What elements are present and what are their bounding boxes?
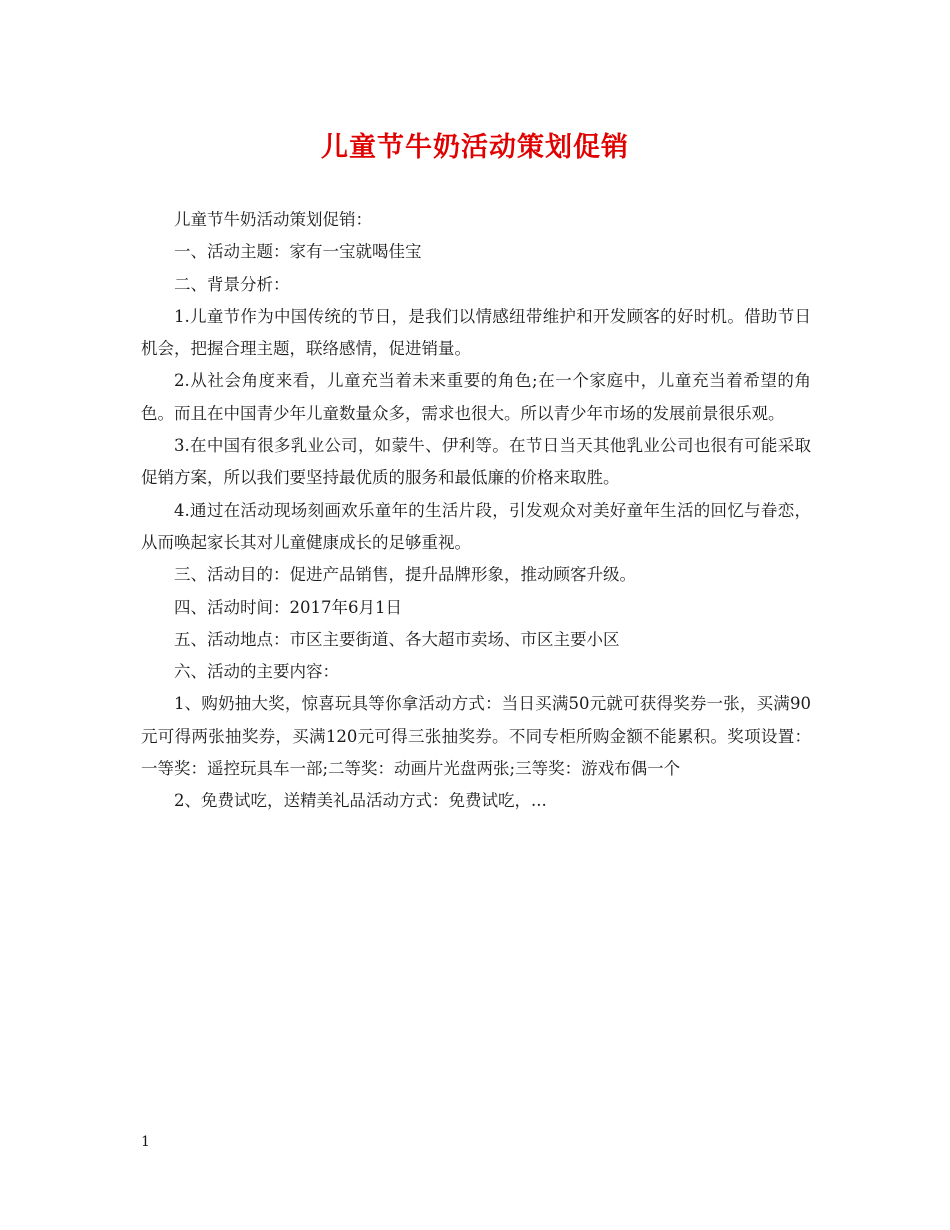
paragraph-background-4: 4.通过在活动现场刻画欢乐童年的生活片段，引发观众对美好童年生活的回忆与眷恋，从而唤起家长其对儿童健康成长的足够重视。 [141,500,811,552]
paragraph-purpose: 三、活动目的：促进产品销售，提升品牌形象，推动顾客升级。 [174,565,636,585]
paragraph-time: 四、活动时间：2017年6月1日 [174,597,402,617]
paragraph-content-heading: 六、活动的主要内容： [174,662,339,682]
paragraph-content-1: 1、购奶抽大奖，惊喜玩具等你拿活动方式：当日买满50元就可获得奖券一张，买满90元可得两张抽奖券，买满120元可得三张抽奖券。不同专柜所购金额不能累积。奖项设置：一等奖：遥控玩具车一部;二等奖：动画片光盘两张;三等奖：游戏布偶一个 [141,694,811,779]
paragraph-location: 五、活动地点：市区主要街道、各大超市卖场、市区主要小区 [174,629,620,649]
paragraph-background-3: 3.在中国有很多乳业公司，如蒙牛、伊利等。在节日当天其他乳业公司也很有可能采取促销方案，所以我们要坚持最优质的服务和最低廉的价格来取胜。 [141,436,811,488]
paragraph-intro: 儿童节牛奶活动策划促销： [174,210,372,229]
paragraph-content-2: 2、免费试吃，送精美礼品活动方式：免费试吃，... [174,791,547,811]
paragraph-background-1: 1.儿童节作为中国传统的节日，是我们以情感纽带维护和开发顾客的好时机。借助节日机会，把握合理主题，联络感情，促进销量。 [141,306,811,359]
document-title: 儿童节牛奶活动策划促销 [321,132,629,163]
paragraph-background-heading: 二、背景分析： [174,274,290,294]
page-number: 1 [141,1134,150,1150]
paragraph-theme: 一、活动主题：家有一宝就喝佳宝 [174,242,422,262]
paragraph-background-2: 2.从社会角度来看，儿童充当着未来重要的角色;在一个家庭中，儿童充当着希望的角色。而且在中国青少年儿童数量众多，需求也很大。所以青少年市场的发展前景很乐观。 [141,371,811,423]
document-body [141,204,811,818]
